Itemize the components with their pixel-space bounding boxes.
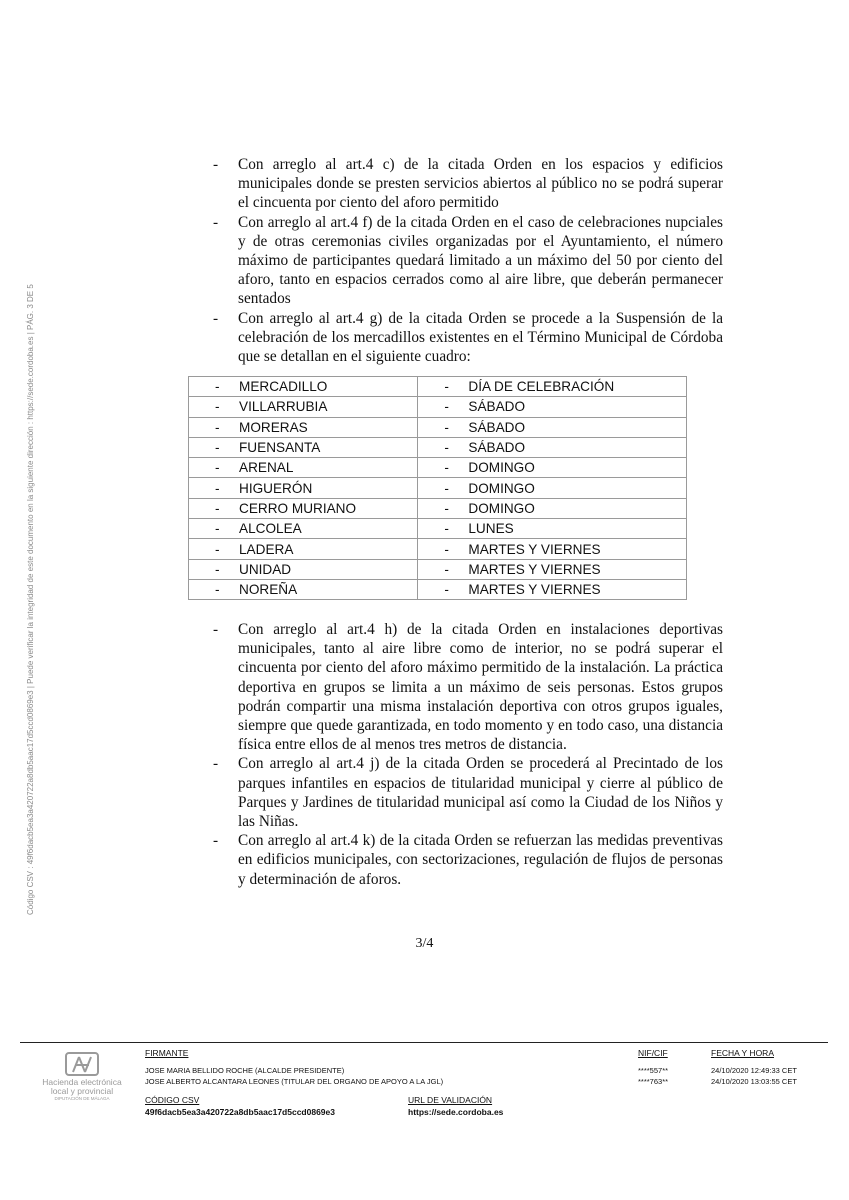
mercadillo-cell [189,559,418,579]
csv-value: 49f6dacb5ea3a420722a8db5aac17d5ccd0869e3 [145,1107,335,1117]
dash: - [213,309,219,327]
table-row [189,397,687,417]
cell-text: MARTES Y VIERNES [468,582,601,598]
dia-cell [418,559,687,579]
table-row [189,417,687,437]
dia-cell [418,539,687,559]
dash: - [215,561,220,577]
dia-cell [418,377,687,397]
mercadillo-cell [189,579,418,599]
validation-url-link[interactable]: https://sede.cordoba.es [408,1107,504,1117]
dash: - [215,460,220,476]
dash: - [444,541,449,557]
cell-text: DOMINGO [468,500,535,516]
logo-line-2: local y provincial [50,1086,114,1096]
dash: - [213,755,219,773]
list-item [213,309,723,367]
cell-text: UNIDAD [239,561,292,577]
cell-text: MARTES Y VIERNES [468,541,601,557]
dash: - [213,832,219,850]
list-item [213,155,723,213]
mercadillo-cell [189,539,418,559]
nif-header: NIF/CIF [638,1048,668,1058]
dash: - [215,379,220,395]
mercadillo-cell [189,437,418,457]
logo-line-3: DIPUTACIÓN DE MÁLAGA [54,1096,110,1101]
cell-text: MARTES Y VIERNES [468,561,601,577]
dia-cell [418,579,687,599]
logo-line-1: Hacienda electrónica [42,1077,122,1087]
table-row [189,579,687,599]
table-row [189,519,687,539]
cell-text: FUENSANTA [239,440,321,456]
firmante-header: FIRMANTE [145,1048,189,1058]
table-row [189,437,687,457]
cell-text: ALCOLEA [239,521,302,537]
cell-text: NOREÑA [239,582,298,598]
dash: - [444,561,449,577]
dash: - [215,500,220,516]
mercadillo-cell [189,397,418,417]
dash: - [444,582,449,598]
cell-text: VILLARRUBIA [239,399,328,415]
list-item [213,754,723,831]
mercadillo-cell [189,498,418,518]
bullet-text: Con arreglo al art.4 h) de la citada Orden en instalaciones deportivas municipales, tanto al aire libre como de interior, no se podrá superar el cincuenta por ciento del aforo máximo permitido de la instalación. La práctica deportiva en grupos se limita a un máximo de seis personas. Estos grupos podrán compartir una misma instalación deportiva con otros grupos iguales, siempre que quede garantizada, en todo momento y en todo caso, una distancia física entre ellos de al menos tres metros de distancia. [238,621,723,754]
footer-divider [20,1042,828,1043]
dash: - [215,480,220,496]
mercadillo-cell [189,417,418,437]
cell-text: DOMINGO [468,460,535,476]
csv-header: CÓDIGO CSV [145,1095,200,1105]
dia-cell [418,417,687,437]
mercadillos-table [188,376,687,600]
table-row [189,559,687,579]
dia-cell [418,397,687,417]
fecha-header: FECHA Y HORA [711,1048,774,1058]
dia-cell [418,498,687,518]
bullet-text: Con arreglo al art.4 f) de la citada Orden en el caso de celebraciones nupciales y de otras ceremonias civiles organizadas por el Ayuntamiento, el número máximo de participantes quedará limitado a un máximo del 50 por ciento del aforo, tanto en espacios cerrados como al aire libre, que deberán permanecer sentados [238,213,723,308]
cell-text: SÁBADO [468,399,526,415]
bullet-text: Con arreglo al art.4 g) de la citada Orden se procede a la Suspensión de la celebración de los mercadillos existentes en el Término Municipal de Córdoba que se detallan en el siguiente cuadro: [238,309,723,366]
signer-date: 24/10/2020 13:03:55 CET [711,1077,797,1086]
cell-text: DÍA DE CELEBRACIÓN [468,379,615,395]
dia-cell [418,478,687,498]
cell-text: MERCADILLO [239,379,328,395]
cell-text: SÁBADO [468,440,526,456]
url-header: URL DE VALIDACIÓN [408,1095,493,1105]
list-item [213,213,723,309]
cell-text: ARENAL [239,460,294,476]
dash: - [215,582,220,598]
cell-text: MORERAS [239,419,308,435]
cell-text: LUNES [468,521,514,537]
hacienda-emblem-icon [65,1052,99,1076]
signer-name: JOSE MARIA BELLIDO ROCHE (ALCALDE PRESIDENTE) [145,1066,345,1075]
csv-side-stamp: Código CSV : 49f6dacb5ea3a420722a8db5aac17d5ccd0869e3 | Puede verificar la integridad de este documento en la siguiente dirección : https://sede.cordoba.es | PÁG. 3 DE 5 [26,284,35,915]
dash: - [215,399,220,415]
mercadillo-cell [189,377,418,397]
table-row [189,377,687,397]
table-row [189,498,687,518]
cell-text: DOMINGO [468,480,535,496]
dash: - [215,521,220,537]
bullet-list-top [213,155,723,366]
page-number: 3/4 [415,936,434,951]
dash: - [444,500,449,516]
bullet-text: Con arreglo al art.4 k) de la citada Orden se refuerzan las medidas preventivas en edificios municipales, con sectorizaciones, regulación de flujos de personas y determinación de aforos. [238,832,723,888]
list-item [213,831,723,889]
dash: - [215,419,220,435]
cell-text: SÁBADO [468,419,526,435]
cell-text: HIGUERÓN [239,480,313,496]
dash: - [444,379,449,395]
dash: - [444,521,449,537]
dash: - [444,480,449,496]
bullet-text: Con arreglo al art.4 j) de la citada Orden se procederá al Precintado de los parques infantiles en espacios de titularidad municipal y cierre al público de Parques y Jardines de titularidad municipal así como la Ciudad de los Niños y las Niñas. [238,755,723,831]
dash: - [444,460,449,476]
bullet-text: Con arreglo al art.4 c) de la citada Orden en los espacios y edificios municipales donde se presten servicios abiertos al público no se podrá superar el cincuenta por ciento del aforo permitido [238,156,723,212]
cell-text: LADERA [239,541,294,557]
dash: - [444,419,449,435]
list-item [213,620,723,754]
table-row [189,478,687,498]
dash: - [213,213,219,231]
table-row [189,539,687,559]
dash: - [213,156,219,173]
mercadillo-cell [189,519,418,539]
dash: - [444,399,449,415]
dash: - [215,440,220,456]
dash: - [444,440,449,456]
signer-name: JOSE ALBERTO ALCANTARA LEONES (TITULAR DEL ORGANO DE APOYO A LA JGL) [145,1077,444,1086]
dia-cell [418,458,687,478]
dash: - [215,541,220,557]
bullet-list-bottom [213,620,723,889]
mercadillo-cell [189,478,418,498]
table-row [189,458,687,478]
signer-date: 24/10/2020 12:49:33 CET [711,1066,797,1075]
hacienda-logo [36,1052,128,1102]
mercadillo-cell [189,458,418,478]
dash: - [213,621,219,638]
signer-nif: ****763** [638,1077,669,1086]
signer-nif: ****557** [638,1066,669,1075]
dia-cell [418,437,687,457]
cell-text: CERRO MURIANO [239,500,357,516]
dia-cell [418,519,687,539]
